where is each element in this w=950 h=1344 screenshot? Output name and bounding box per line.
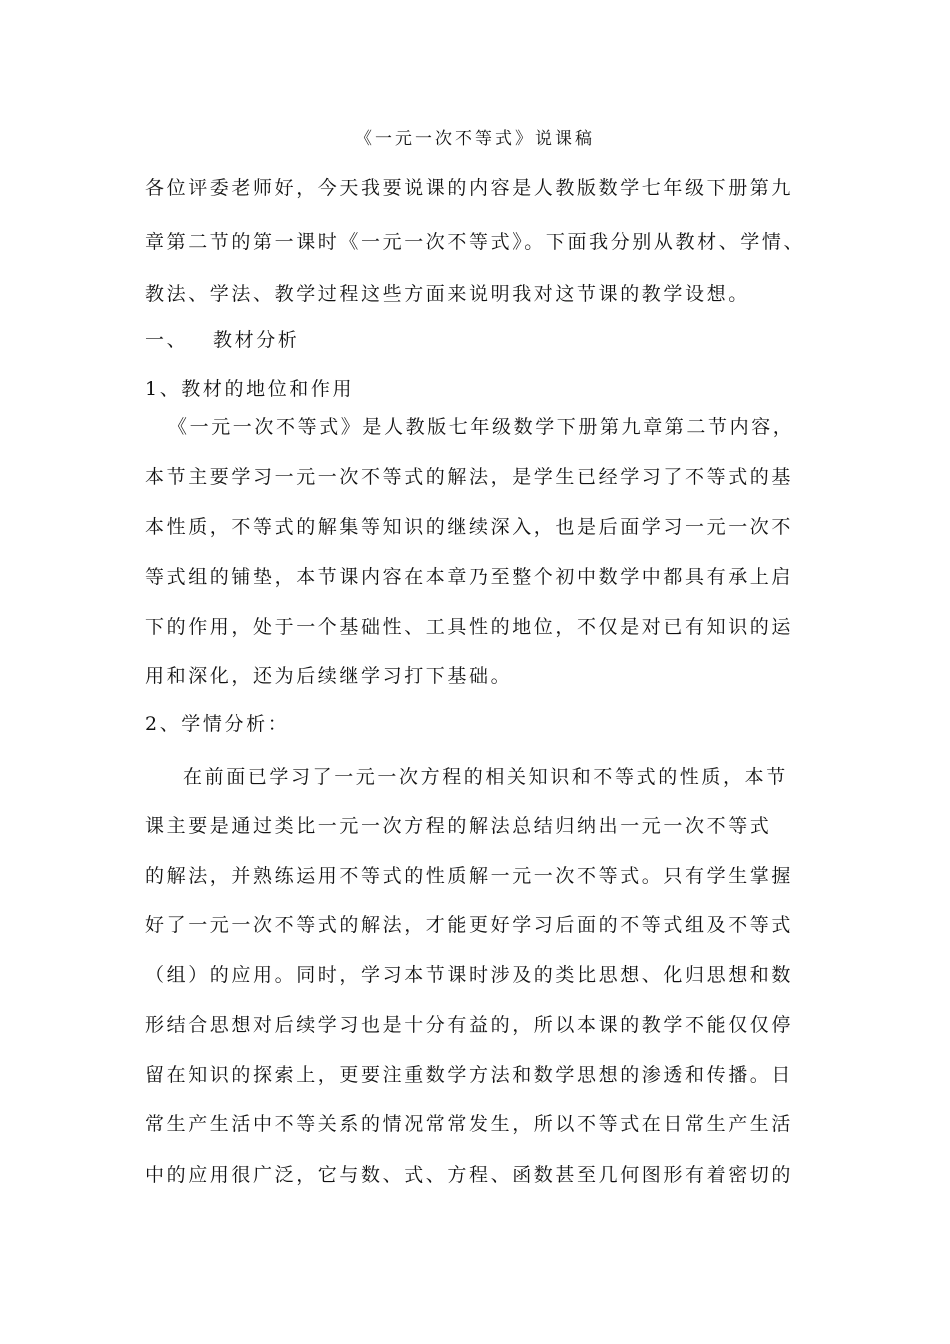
subsection-title-1: 1、教材的地位和作用 (145, 378, 355, 400)
paragraph-1-line-2: 本节主要学习一元一次不等式的解法，是学生已经学习了不等式的基 (145, 466, 794, 488)
paragraph-2-line-3: 的解法，并熟练运用不等式的性质解一元一次不等式。只有学生掌握 (145, 865, 794, 887)
intro-line-3: 教法、学法、教学过程这些方面来说明我对这节课的教学设想。 (145, 283, 750, 305)
section-number: 一、 (145, 329, 189, 351)
paragraph-2-line-1: 在前面已学习了一元一次方程的相关知识和不等式的性质，本节 (183, 766, 788, 788)
paragraph-1-line-1: 《一元一次不等式》是人教版七年级数学下册第九章第二节内容， (168, 416, 795, 438)
paragraph-1-line-3: 本性质，不等式的解集等知识的继续深入，也是后面学习一元一次不 (145, 516, 794, 538)
paragraph-2-line-4: 好了一元一次不等式的解法，才能更好学习后面的不等式组及不等式 (145, 914, 794, 936)
intro-line-2: 章第二节的第一课时《一元一次不等式》。下面我分别从教材、学情、 (145, 231, 806, 253)
paragraph-2-line-6: 形结合思想对后续学习也是十分有益的，所以本课的教学不能仅仅停 (145, 1014, 794, 1036)
paragraph-1-line-4: 等式组的铺垫，本节课内容在本章乃至整个初中数学中都具有承上启 (145, 566, 794, 588)
paragraph-2-line-9: 中的应用很广泛，它与数、式、方程、函数甚至几何图形有着密切的 (145, 1164, 794, 1186)
paragraph-2-line-5: （组）的应用。同时，学习本节课时涉及的类比思想、化归思想和数 (145, 964, 794, 986)
section-heading (145, 327, 810, 353)
paragraph-2-line-8: 常生产生活中不等关系的情况常常发生，所以不等式在日常生产生活 (145, 1113, 794, 1135)
subsection-title-2: 2、学情分析： (145, 713, 290, 735)
paragraph-2-line-2: 课主要是通过类比一元一次方程的解法总结归纳出一元一次不等式 (145, 815, 772, 837)
intro-line-1: 各位评委老师好，今天我要说课的内容是人教版数学七年级下册第九 (145, 177, 794, 199)
section-title: 教材分析 (213, 329, 300, 351)
document-title: 《一元一次不等式》说课稿 (355, 129, 595, 149)
paragraph-2-line-7: 留在知识的探索上，更要注重数学方法和数学思想的渗透和传播。日 (145, 1064, 794, 1086)
paragraph-1-line-6: 用和深化，还为后续继学习打下基础。 (145, 665, 513, 687)
paragraph-1-line-5: 下的作用，处于一个基础性、工具性的地位，不仅是对已有知识的运 (145, 616, 794, 638)
